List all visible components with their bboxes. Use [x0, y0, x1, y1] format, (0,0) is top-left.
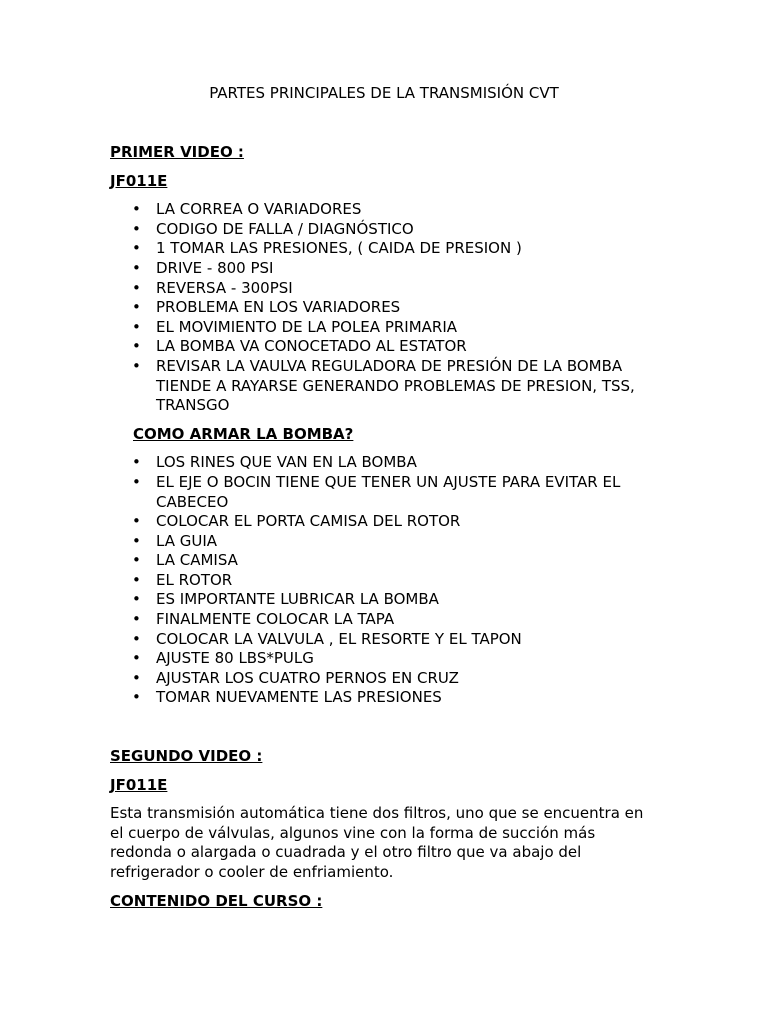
list-item — [110, 357, 660, 416]
bullet-icon: • — [132, 278, 141, 297]
list-item — [110, 610, 660, 630]
document-title: PARTES PRINCIPALES DE LA TRANSMISIÓN CVT — [209, 84, 559, 102]
bullet-icon: • — [132, 200, 141, 219]
list-item-text: AJUSTE 80 LBS*PULG — [156, 649, 314, 668]
list-item-text: LOS RINES QUE VAN EN LA BOMBA — [156, 453, 417, 472]
list-item-text: FINALMENTE COLOCAR LA TAPA — [156, 610, 395, 629]
list-item — [110, 298, 660, 318]
list-item-text: LA CAMISA — [156, 551, 238, 570]
bullet-icon: • — [132, 688, 141, 707]
bullet-icon: • — [132, 570, 141, 589]
list-item-text: DRIVE - 800 PSI — [156, 258, 274, 277]
bullet-icon: • — [132, 298, 141, 317]
bullet-icon: • — [132, 551, 141, 570]
section3-heading: CONTENIDO DEL CURSO : — [110, 891, 323, 910]
list-item-text: COLOCAR LA VALVULA , EL RESORTE Y EL TAPON — [156, 629, 522, 648]
list-item — [110, 688, 660, 708]
list-item-text: REVISAR LA VAULVA REGULADORA DE PRESIÓN DE LA BOMBA TIENDE A RAYARSE GENERANDO PROBLEMAS DE PRESION, TSS, TRANSGO — [156, 356, 635, 415]
list-item-text: COLOCAR EL PORTA CAMISA DEL ROTOR — [156, 512, 461, 531]
list-item-text: REVERSA - 300PSI — [156, 278, 293, 297]
section1-list — [110, 200, 660, 416]
list-item — [110, 571, 660, 591]
list-item — [110, 532, 660, 552]
list-item — [110, 239, 660, 259]
document-body — [110, 143, 660, 920]
section2-heading: SEGUNDO VIDEO : — [110, 747, 263, 766]
bullet-icon: • — [132, 356, 141, 375]
bullet-icon: • — [132, 258, 141, 277]
list-item — [110, 669, 660, 689]
list-item — [110, 220, 660, 240]
bullet-icon: • — [132, 219, 141, 238]
list-item — [110, 630, 660, 650]
section2-model: JF011E — [110, 775, 168, 794]
list-item — [110, 337, 660, 357]
list-item-text: EL MOVIMIENTO DE LA POLEA PRIMARIA — [156, 317, 458, 336]
section1-heading: PRIMER VIDEO : — [110, 143, 244, 161]
pump-assembly-list — [110, 453, 660, 708]
list-item-text: LA BOMBA VA CONOCETADO AL ESTATOR — [156, 337, 467, 356]
list-item — [110, 512, 660, 532]
bullet-icon: • — [132, 317, 141, 336]
list-item-text: AJUSTAR LOS CUATRO PERNOS EN CRUZ — [156, 668, 459, 687]
section1-model: JF011E — [110, 171, 168, 190]
section2-paragraph: Esta transmisión automática tiene dos filtros, uno que se encuentra en el cuerpo de válvulas, algunos vine con la forma de succión más redonda o alargada o cuadrada y el otro filtro que va abajo del refrigerador o cooler de enfriamiento. — [110, 804, 644, 881]
bullet-icon: • — [132, 531, 141, 550]
list-item — [110, 590, 660, 610]
list-item-text: 1 TOMAR LAS PRESIONES, ( CAIDA DE PRESION ) — [156, 239, 522, 258]
list-item-text: LA GUIA — [156, 531, 218, 550]
list-item-text: PROBLEMA EN LOS VARIADORES — [156, 298, 401, 317]
bullet-icon: • — [132, 668, 141, 687]
bullet-icon: • — [132, 590, 141, 609]
bullet-icon: • — [132, 512, 141, 531]
bullet-icon: • — [132, 453, 141, 472]
list-item-text: EL EJE O BOCIN TIENE QUE TENER UN AJUSTE PARA EVITAR EL CABECEO — [156, 472, 621, 511]
spacer — [110, 708, 660, 747]
bullet-icon: • — [132, 472, 141, 491]
list-item-text: TOMAR NUEVAMENTE LAS PRESIONES — [156, 688, 442, 707]
list-item — [110, 453, 660, 473]
bullet-icon: • — [132, 649, 141, 668]
list-item-text: LA CORREA O VARIADORES — [156, 200, 362, 219]
pump-assembly-heading: COMO ARMAR LA BOMBA? — [133, 424, 354, 443]
bullet-icon: • — [132, 239, 141, 258]
bullet-icon: • — [132, 629, 141, 648]
list-item — [110, 259, 660, 279]
list-item — [110, 318, 660, 338]
list-item — [110, 200, 660, 220]
bullet-icon: • — [132, 610, 141, 629]
list-item — [110, 279, 660, 299]
bullet-icon: • — [132, 337, 141, 356]
list-item — [110, 551, 660, 571]
list-item-text: ES IMPORTANTE LUBRICAR LA BOMBA — [156, 590, 439, 609]
list-item-text: CODIGO DE FALLA / DIAGNÓSTICO — [156, 219, 414, 238]
list-item — [110, 473, 660, 512]
list-item-text: EL ROTOR — [156, 570, 233, 589]
list-item — [110, 649, 660, 669]
